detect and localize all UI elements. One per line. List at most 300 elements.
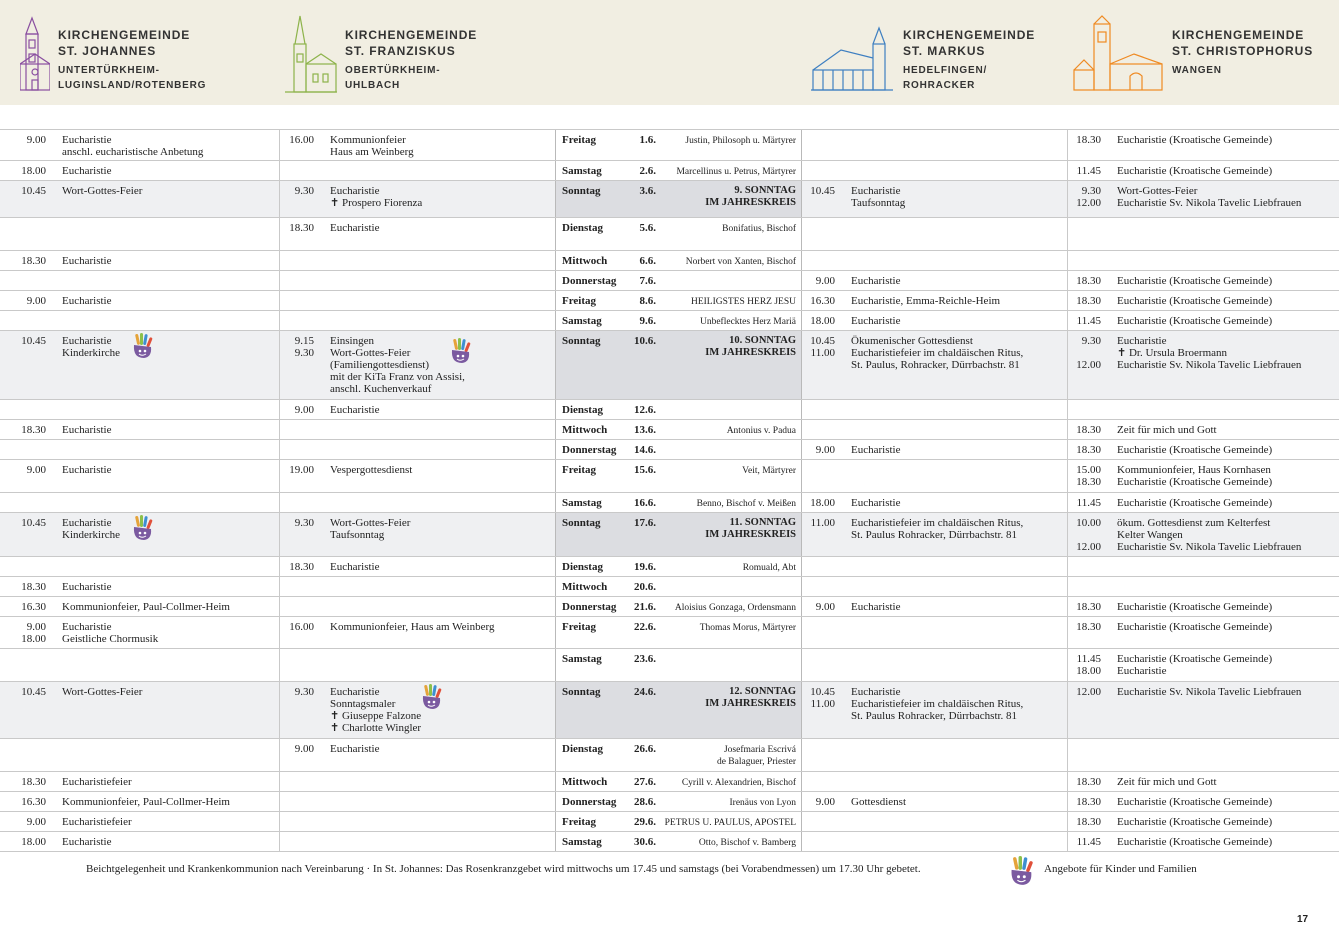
service-times: 11.45	[1076, 315, 1101, 327]
schedule-row	[0, 812, 1339, 832]
service-events: Eucharistie (Kroatische Gemeinde)	[1117, 796, 1273, 808]
service-events: Eucharistie (Kroatische Gemeinde)	[1117, 295, 1273, 307]
service-events: Eucharistie	[62, 581, 112, 593]
feast-day: Aloisius Gonzaga, Ordensmann	[674, 603, 796, 613]
cell-date	[555, 251, 801, 270]
service-times: 9.00	[294, 743, 314, 755]
weekday: Dienstag	[562, 561, 603, 573]
cell-date	[555, 218, 801, 250]
service-times: 18.30	[289, 561, 314, 573]
weekday: Sonntag	[562, 517, 601, 529]
schedule-row	[0, 420, 1339, 440]
weekday: Donnerstag	[562, 796, 617, 808]
footer-text: Beichtgelegenheit und Krankenkommunion nach Vereinbarung · In St. Johannes: Das Rosenkranzgebet wird mittwochs um 17.45 und samstags (bei Vorabendmessen) um 17.30 Uhr gebetet.	[86, 863, 921, 875]
cell-st-christophorus	[1067, 649, 1339, 681]
cell-st-johannes	[0, 682, 279, 738]
parish-name-2: ST. MARKUS	[903, 44, 986, 58]
cell-st-christophorus	[1067, 513, 1339, 556]
service-times: 18.30	[1076, 444, 1101, 456]
service-times: 11.45	[1076, 836, 1101, 848]
cell-st-franziskus	[279, 577, 555, 596]
date: 27.6.	[634, 776, 656, 788]
schedule-row	[0, 577, 1339, 597]
weekday: Donnerstag	[562, 275, 617, 287]
service-times: 11.45	[1076, 497, 1101, 509]
cell-st-christophorus	[1067, 682, 1339, 738]
cell-st-markus	[801, 161, 1067, 180]
date: 2.6.	[639, 165, 656, 177]
cell-st-markus	[801, 331, 1067, 399]
service-events: Eucharistie (Kroatische Gemeinde)	[1117, 134, 1273, 146]
feast-day: Marcellinus u. Petrus, Märtyrer	[676, 167, 796, 177]
parish-name-2: ST. FRANZISKUS	[345, 44, 456, 58]
service-times: 9.30	[294, 517, 314, 529]
cell-st-markus	[801, 400, 1067, 419]
cell-date	[555, 772, 801, 791]
cell-st-christophorus	[1067, 792, 1339, 811]
service-times: 11.00	[810, 517, 835, 529]
cell-st-christophorus	[1067, 271, 1339, 290]
cell-st-franziskus	[279, 251, 555, 270]
date: 24.6.	[634, 686, 656, 698]
cell-st-johannes	[0, 493, 279, 512]
cell-st-franziskus	[279, 513, 555, 556]
weekday: Samstag	[562, 497, 602, 509]
cell-date	[555, 331, 801, 399]
feast-day: Irenäus von Lyon	[729, 798, 796, 808]
cell-st-johannes	[0, 291, 279, 310]
parish-location: UNTERTÜRKHEIM-	[58, 65, 160, 76]
service-times: 18.30	[1076, 601, 1101, 613]
cell-st-franziskus	[279, 400, 555, 419]
church-franziskus-icon	[283, 14, 337, 94]
service-events: Kommunionfeier, Paul-Collmer-Heim	[62, 796, 230, 808]
service-events: Eucharistie	[62, 464, 112, 476]
schedule-row	[0, 832, 1339, 852]
schedule-row	[0, 597, 1339, 617]
cell-st-christophorus	[1067, 772, 1339, 791]
service-times: 9.00	[26, 464, 46, 476]
schedule-row	[0, 493, 1339, 513]
cell-st-markus	[801, 420, 1067, 439]
service-times: 15.00 18.30	[1076, 464, 1101, 488]
service-times: 10.00 12.00	[1076, 517, 1101, 553]
cell-st-markus	[801, 460, 1067, 492]
service-events: Ökumenischer Gottesdienst Eucharistiefeier im chaldäischen Ritus, St. Paulus, Rohracker, Dürrbachstr. 81	[851, 335, 1024, 371]
cell-st-christophorus	[1067, 420, 1339, 439]
service-times: 18.30	[21, 581, 46, 593]
service-events: Eucharistie Eucharistiefeier im chaldäischen Ritus, St. Paulus Rohracker, Dürrbachstr. 81	[851, 686, 1024, 722]
service-events: Eucharistie Sv. Nikola Tavelic Liebfrauen	[1117, 686, 1302, 698]
service-times: 10.45 11.00	[810, 686, 835, 710]
parish-st-franziskus	[283, 14, 477, 94]
weekday: Samstag	[562, 165, 602, 177]
family-hand-icon	[449, 338, 473, 364]
service-events: Eucharistie (Kroatische Gemeinde)	[1117, 165, 1273, 177]
cell-date	[555, 291, 801, 310]
cell-date	[555, 493, 801, 512]
cell-st-franziskus	[279, 440, 555, 459]
service-events: Eucharistie	[62, 836, 112, 848]
service-times: 9.00	[26, 134, 46, 146]
date: 7.6.	[639, 275, 656, 287]
service-events: Eucharistie	[330, 561, 380, 573]
cell-st-christophorus	[1067, 400, 1339, 419]
cell-st-christophorus	[1067, 460, 1339, 492]
cell-st-markus	[801, 649, 1067, 681]
service-times: 11.45	[1076, 165, 1101, 177]
service-events: Eucharistie	[62, 295, 112, 307]
cell-st-johannes	[0, 460, 279, 492]
service-events: Eucharistie (Kroatische Gemeinde)	[1117, 601, 1273, 613]
date: 26.6.	[634, 743, 656, 755]
service-times: 18.00	[21, 165, 46, 177]
cell-st-markus	[801, 130, 1067, 160]
service-times: 18.00	[810, 497, 835, 509]
cell-date	[555, 792, 801, 811]
service-times: 9.30	[294, 686, 314, 698]
service-events: Eucharistie	[851, 601, 901, 613]
service-times: 9.00	[815, 275, 835, 287]
date: 15.6.	[634, 464, 656, 476]
cell-st-christophorus	[1067, 331, 1339, 399]
weekday: Freitag	[562, 295, 597, 307]
service-times: 18.30	[1076, 275, 1101, 287]
cell-st-markus	[801, 832, 1067, 851]
service-events: Eucharistie	[851, 315, 901, 327]
cell-st-johannes	[0, 597, 279, 616]
weekday: Samstag	[562, 315, 602, 327]
service-events: Eucharistie	[62, 165, 112, 177]
date: 23.6.	[634, 653, 656, 665]
feast-day: Bonifatius, Bischof	[722, 224, 796, 234]
cell-st-franziskus	[279, 772, 555, 791]
service-times: 18.30	[1076, 796, 1101, 808]
cell-st-franziskus	[279, 218, 555, 250]
service-events: Eucharistie Geistliche Chormusik	[62, 621, 159, 645]
service-events: Eucharistiefeier	[62, 776, 132, 788]
schedule-row	[0, 400, 1339, 420]
church-christophorus-icon	[1072, 14, 1164, 92]
date: 30.6.	[634, 836, 656, 848]
feast-day: Unbeflecktes Herz Mariä	[699, 317, 796, 327]
cell-st-franziskus	[279, 617, 555, 648]
cell-st-christophorus	[1067, 130, 1339, 160]
parish-location: WANGEN	[1172, 65, 1222, 76]
parish-st-christophorus	[1072, 14, 1313, 92]
cell-date	[555, 161, 801, 180]
service-times: 18.30	[21, 255, 46, 267]
page-header	[0, 0, 1339, 105]
weekday: Dienstag	[562, 404, 603, 416]
service-events: Eucharistiefeier im chaldäischen Ritus, St. Paulus Rohracker, Dürrbachstr. 81	[851, 517, 1024, 541]
parish-st-johannes	[20, 14, 206, 93]
cell-st-franziskus	[279, 832, 555, 851]
cell-st-markus	[801, 513, 1067, 556]
cell-st-franziskus	[279, 812, 555, 831]
feast-day: PETRUS U. PAULUS, APOSTEL	[664, 818, 796, 828]
service-times: 10.45	[21, 517, 46, 529]
cell-st-markus	[801, 792, 1067, 811]
weekday: Mittwoch	[562, 424, 608, 436]
service-events: Kommunionfeier, Paul-Collmer-Heim	[62, 601, 230, 613]
service-events: Eucharistie ✝ Prospero Fiorenza	[330, 185, 423, 209]
service-events: Eucharistie	[851, 275, 901, 287]
feast-day: 10. SONNTAG IM JAHRESKREIS	[705, 335, 796, 358]
service-events: Eucharistie (Kroatische Gemeinde)	[1117, 315, 1273, 327]
service-events: Wort-Gottes-Feier Taufsonntag	[330, 517, 411, 541]
cell-date	[555, 597, 801, 616]
schedule-row	[0, 291, 1339, 311]
cell-st-johannes	[0, 772, 279, 791]
cell-st-christophorus	[1067, 251, 1339, 270]
cell-st-markus	[801, 557, 1067, 576]
schedule-row	[0, 617, 1339, 649]
service-events: Einsingen Wort-Gottes-Feier (Familiengottesdienst) mit der KiTa Franz von Assisi, anschl. Kuchenverkauf	[330, 335, 465, 395]
service-events: Eucharistie (Kroatische Gemeinde)	[1117, 816, 1273, 828]
parish-location-2: UHLBACH	[345, 80, 401, 91]
service-times: 12.00	[1076, 686, 1101, 698]
cell-st-franziskus	[279, 271, 555, 290]
weekday: Sonntag	[562, 185, 601, 197]
weekday: Freitag	[562, 816, 597, 828]
cell-st-johannes	[0, 161, 279, 180]
cell-st-christophorus	[1067, 617, 1339, 648]
service-times: 9.00 18.00	[21, 621, 46, 645]
weekday: Donnerstag	[562, 601, 617, 613]
cell-date	[555, 420, 801, 439]
schedule-row	[0, 772, 1339, 792]
schedule-row	[0, 792, 1339, 812]
service-events: Vespergottesdienst	[330, 464, 413, 476]
footer-legend: Angebote für Kinder und Familien	[1044, 863, 1197, 875]
schedule-row	[0, 649, 1339, 682]
service-times: 9.00	[815, 796, 835, 808]
cell-date	[555, 130, 801, 160]
parish-name: KIRCHENGEMEINDE	[903, 28, 1036, 42]
date: 12.6.	[634, 404, 656, 416]
service-events: Eucharistie Sonntagsmaler ✝ Giuseppe Falzone ✝ Charlotte Wingler	[330, 686, 422, 734]
date: 3.6.	[639, 185, 656, 197]
cell-st-markus	[801, 617, 1067, 648]
cell-st-christophorus	[1067, 597, 1339, 616]
cell-date	[555, 400, 801, 419]
feast-day: Justin, Philosoph u. Märtyrer	[685, 136, 796, 146]
date: 5.6.	[639, 222, 656, 234]
schedule-table	[0, 129, 1339, 852]
cell-st-franziskus	[279, 331, 555, 399]
service-events: Eucharistie, Emma-Reichle-Heim	[851, 295, 1001, 307]
cell-st-franziskus	[279, 161, 555, 180]
service-times: 11.45 18.00	[1076, 653, 1101, 677]
cell-date	[555, 682, 801, 738]
date: 13.6.	[634, 424, 656, 436]
cell-st-christophorus	[1067, 440, 1339, 459]
cell-st-markus	[801, 682, 1067, 738]
service-times: 18.30	[1076, 776, 1101, 788]
service-events: Kommunionfeier, Haus Kornhasen Eucharistie (Kroatische Gemeinde)	[1117, 464, 1273, 488]
cell-st-franziskus	[279, 682, 555, 738]
service-events: ökum. Gottesdienst zum Kelterfest Kelter Wangen Eucharistie Sv. Nikola Tavelic Liebfrauen	[1117, 517, 1302, 553]
date: 22.6.	[634, 621, 656, 633]
schedule-row	[0, 218, 1339, 251]
feast-day: 9. SONNTAG IM JAHRESKREIS	[705, 185, 796, 208]
service-times: 9.30	[294, 185, 314, 197]
schedule-row	[0, 440, 1339, 460]
cell-st-christophorus	[1067, 493, 1339, 512]
cell-st-franziskus	[279, 649, 555, 681]
family-hand-icon	[131, 333, 155, 359]
service-times: 19.00	[289, 464, 314, 476]
date: 20.6.	[634, 581, 656, 593]
date: 17.6.	[634, 517, 656, 529]
parish-name-2: ST. CHRISTOPHORUS	[1172, 44, 1314, 58]
service-times: 18.00	[810, 315, 835, 327]
cell-date	[555, 649, 801, 681]
schedule-row	[0, 271, 1339, 291]
service-events: Wort-Gottes-Feier	[62, 185, 143, 197]
service-events: Kommunionfeier, Haus am Weinberg	[330, 621, 495, 633]
service-times: 10.45	[21, 686, 46, 698]
cell-st-johannes	[0, 181, 279, 217]
cell-st-johannes	[0, 271, 279, 290]
date: 29.6.	[634, 816, 656, 828]
weekday: Mittwoch	[562, 776, 608, 788]
cell-date	[555, 812, 801, 831]
schedule-row	[0, 513, 1339, 557]
date: 10.6.	[634, 335, 656, 347]
cell-st-christophorus	[1067, 291, 1339, 310]
service-times: 18.30	[289, 222, 314, 234]
cell-st-markus	[801, 291, 1067, 310]
weekday: Freitag	[562, 134, 597, 146]
cell-st-johannes	[0, 577, 279, 596]
service-events: Eucharistie	[851, 444, 901, 456]
cell-st-markus	[801, 739, 1067, 771]
date: 16.6.	[634, 497, 656, 509]
weekday: Dienstag	[562, 222, 603, 234]
service-events: Wort-Gottes-Feier	[62, 686, 143, 698]
cell-st-christophorus	[1067, 311, 1339, 330]
date: 21.6.	[634, 601, 656, 613]
cell-st-markus	[801, 440, 1067, 459]
cell-st-johannes	[0, 649, 279, 681]
service-times: 16.30	[21, 601, 46, 613]
service-events: Eucharistie ✝ Dr. Ursula Broermann Eucharistie Sv. Nikola Tavelic Liebfrauen	[1117, 335, 1302, 371]
date: 6.6.	[639, 255, 656, 267]
cell-st-johannes	[0, 739, 279, 771]
cell-date	[555, 513, 801, 556]
cell-st-christophorus	[1067, 577, 1339, 596]
service-events: Zeit für mich und Gott	[1117, 776, 1217, 788]
service-times: 10.45	[21, 185, 46, 197]
weekday: Donnerstag	[562, 444, 617, 456]
cell-st-johannes	[0, 812, 279, 831]
cell-st-christophorus	[1067, 218, 1339, 250]
cell-date	[555, 440, 801, 459]
footer-note	[86, 856, 1286, 888]
cell-st-markus	[801, 577, 1067, 596]
service-times: 9.15 9.30	[294, 335, 314, 359]
cell-st-johannes	[0, 557, 279, 576]
service-times: 10.45	[21, 335, 46, 347]
schedule-row	[0, 181, 1339, 218]
service-events: Eucharistie (Kroatische Gemeinde)	[1117, 275, 1273, 287]
parish-name: KIRCHENGEMEINDE	[1172, 28, 1305, 42]
cell-st-markus	[801, 597, 1067, 616]
date: 8.6.	[639, 295, 656, 307]
parish-location: HEDELFINGEN/	[903, 65, 988, 76]
feast-day: Antonius v. Padua	[726, 426, 796, 436]
cell-date	[555, 557, 801, 576]
date: 9.6.	[639, 315, 656, 327]
parish-location: OBERTÜRKHEIM-	[345, 65, 441, 76]
cell-st-johannes	[0, 832, 279, 851]
weekday: Mittwoch	[562, 255, 608, 267]
feast-day: Cyrill v. Alexandrien, Bischof	[681, 778, 796, 788]
schedule-row	[0, 557, 1339, 577]
service-times: 18.30	[21, 424, 46, 436]
service-times: 9.30 12.00	[1076, 335, 1101, 371]
service-times: 16.30	[810, 295, 835, 307]
cell-st-johannes	[0, 617, 279, 648]
service-times: 16.30	[21, 796, 46, 808]
cell-st-christophorus	[1067, 181, 1339, 217]
service-events: Eucharistie	[851, 497, 901, 509]
service-events: Eucharistie	[330, 743, 380, 755]
parish-name: KIRCHENGEMEINDE	[345, 28, 478, 42]
weekday: Sonntag	[562, 686, 601, 698]
cell-st-christophorus	[1067, 557, 1339, 576]
service-events: Eucharistie (Kroatische Gemeinde)	[1117, 836, 1273, 848]
cell-st-christophorus	[1067, 832, 1339, 851]
feast-day: Benno, Bischof v. Meißen	[696, 499, 796, 509]
service-times: 18.30	[1076, 816, 1101, 828]
feast-day: 11. SONNTAG IM JAHRESKREIS	[705, 517, 796, 540]
page-number: 17	[1297, 914, 1309, 925]
cell-st-markus	[801, 311, 1067, 330]
cell-st-franziskus	[279, 460, 555, 492]
service-events: Wort-Gottes-Feier Eucharistie Sv. Nikola Tavelic Liebfrauen	[1117, 185, 1302, 209]
service-events: Eucharistiefeier	[62, 816, 132, 828]
cell-st-christophorus	[1067, 812, 1339, 831]
family-hand-icon	[420, 684, 444, 710]
family-hand-icon	[131, 515, 155, 541]
date: 1.6.	[639, 134, 656, 146]
service-times: 16.00	[289, 134, 314, 146]
service-times: 10.45	[810, 185, 835, 197]
cell-date	[555, 311, 801, 330]
cell-date	[555, 577, 801, 596]
parish-name-2: ST. JOHANNES	[58, 44, 157, 58]
service-events: Eucharistie Kinderkirche	[62, 335, 121, 359]
cell-st-franziskus	[279, 739, 555, 771]
date: 28.6.	[634, 796, 656, 808]
cell-st-johannes	[0, 420, 279, 439]
service-times: 18.30	[1076, 621, 1101, 633]
schedule-row	[0, 251, 1339, 271]
church-johannes-icon	[20, 14, 50, 92]
cell-st-markus	[801, 493, 1067, 512]
cell-st-markus	[801, 772, 1067, 791]
weekday: Dienstag	[562, 743, 603, 755]
parish-name: KIRCHENGEMEINDE	[58, 28, 191, 42]
feast-day: Norbert von Xanten, Bischof	[685, 257, 796, 267]
cell-st-johannes	[0, 251, 279, 270]
cell-st-franziskus	[279, 493, 555, 512]
weekday: Mittwoch	[562, 581, 608, 593]
church-markus-icon	[811, 14, 895, 92]
